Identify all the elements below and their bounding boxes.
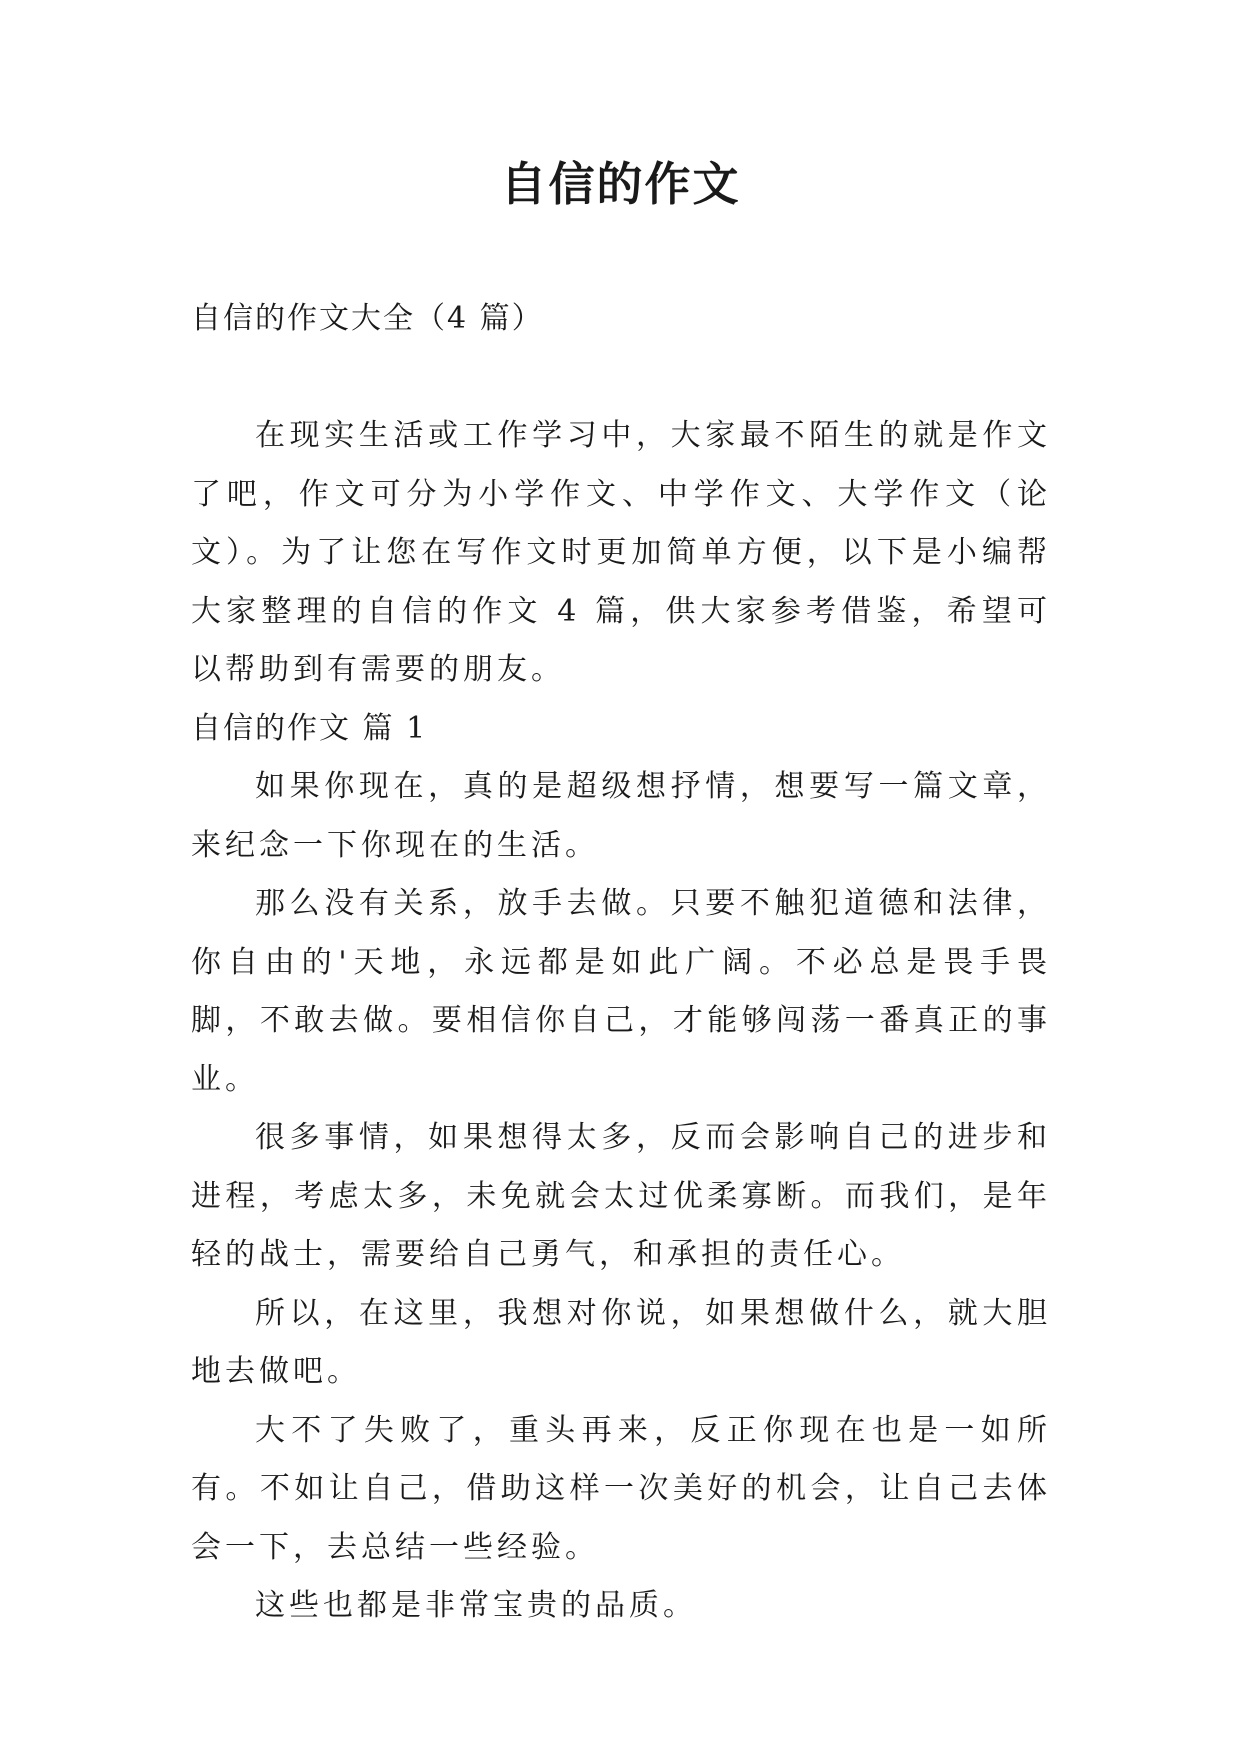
document-body	[191, 407, 1051, 1636]
section-heading: 自信的作文 篇 1	[191, 710, 428, 746]
body-paragraph: 如果你现在，真的是超级想抒情，想要写一篇文章，来纪念一下你现在的生活。	[191, 769, 1051, 863]
document-subtitle: 自信的作文大全（4 篇）	[191, 301, 544, 336]
document-title: 自信的作文	[500, 157, 741, 211]
body-paragraph: 大不了失败了，重头再来，反正你现在也是一如所有。不如让自己，借助这样一次美好的机会，让自己去体会一下，去总结一些经验。	[191, 1412, 1051, 1565]
intro-paragraph: 在现实生活或工作学习中，大家最不陌生的就是作文了吧，作文可分为小学作文、中学作文、大学作文（论文）。为了让您在写作文时更加简单方便，以下是小编帮大家整理的自信的作文 4 篇，供大家参考借鉴，希望可以帮助到有需要的朋友。	[191, 418, 1051, 687]
body-paragraph: 这些也都是非常宝贵的品质。	[255, 1588, 697, 1623]
body-paragraph: 所以，在这里，我想对你说，如果想做什么，就大胆地去做吧。	[191, 1295, 1051, 1389]
body-paragraph: 很多事情，如果想得太多，反而会影响自己的进步和进程，考虑太多，未免就会太过优柔寡断。而我们，是年轻的战士，需要给自己勇气，和承担的责任心。	[191, 1120, 1051, 1272]
body-paragraph: 那么没有关系，放手去做。只要不触犯道德和法律，你自由的'天地，永远都是如此广阔。不必总是畏手畏脚，不敢去做。要相信你自己，才能够闯荡一番真正的事业。	[191, 886, 1051, 1097]
